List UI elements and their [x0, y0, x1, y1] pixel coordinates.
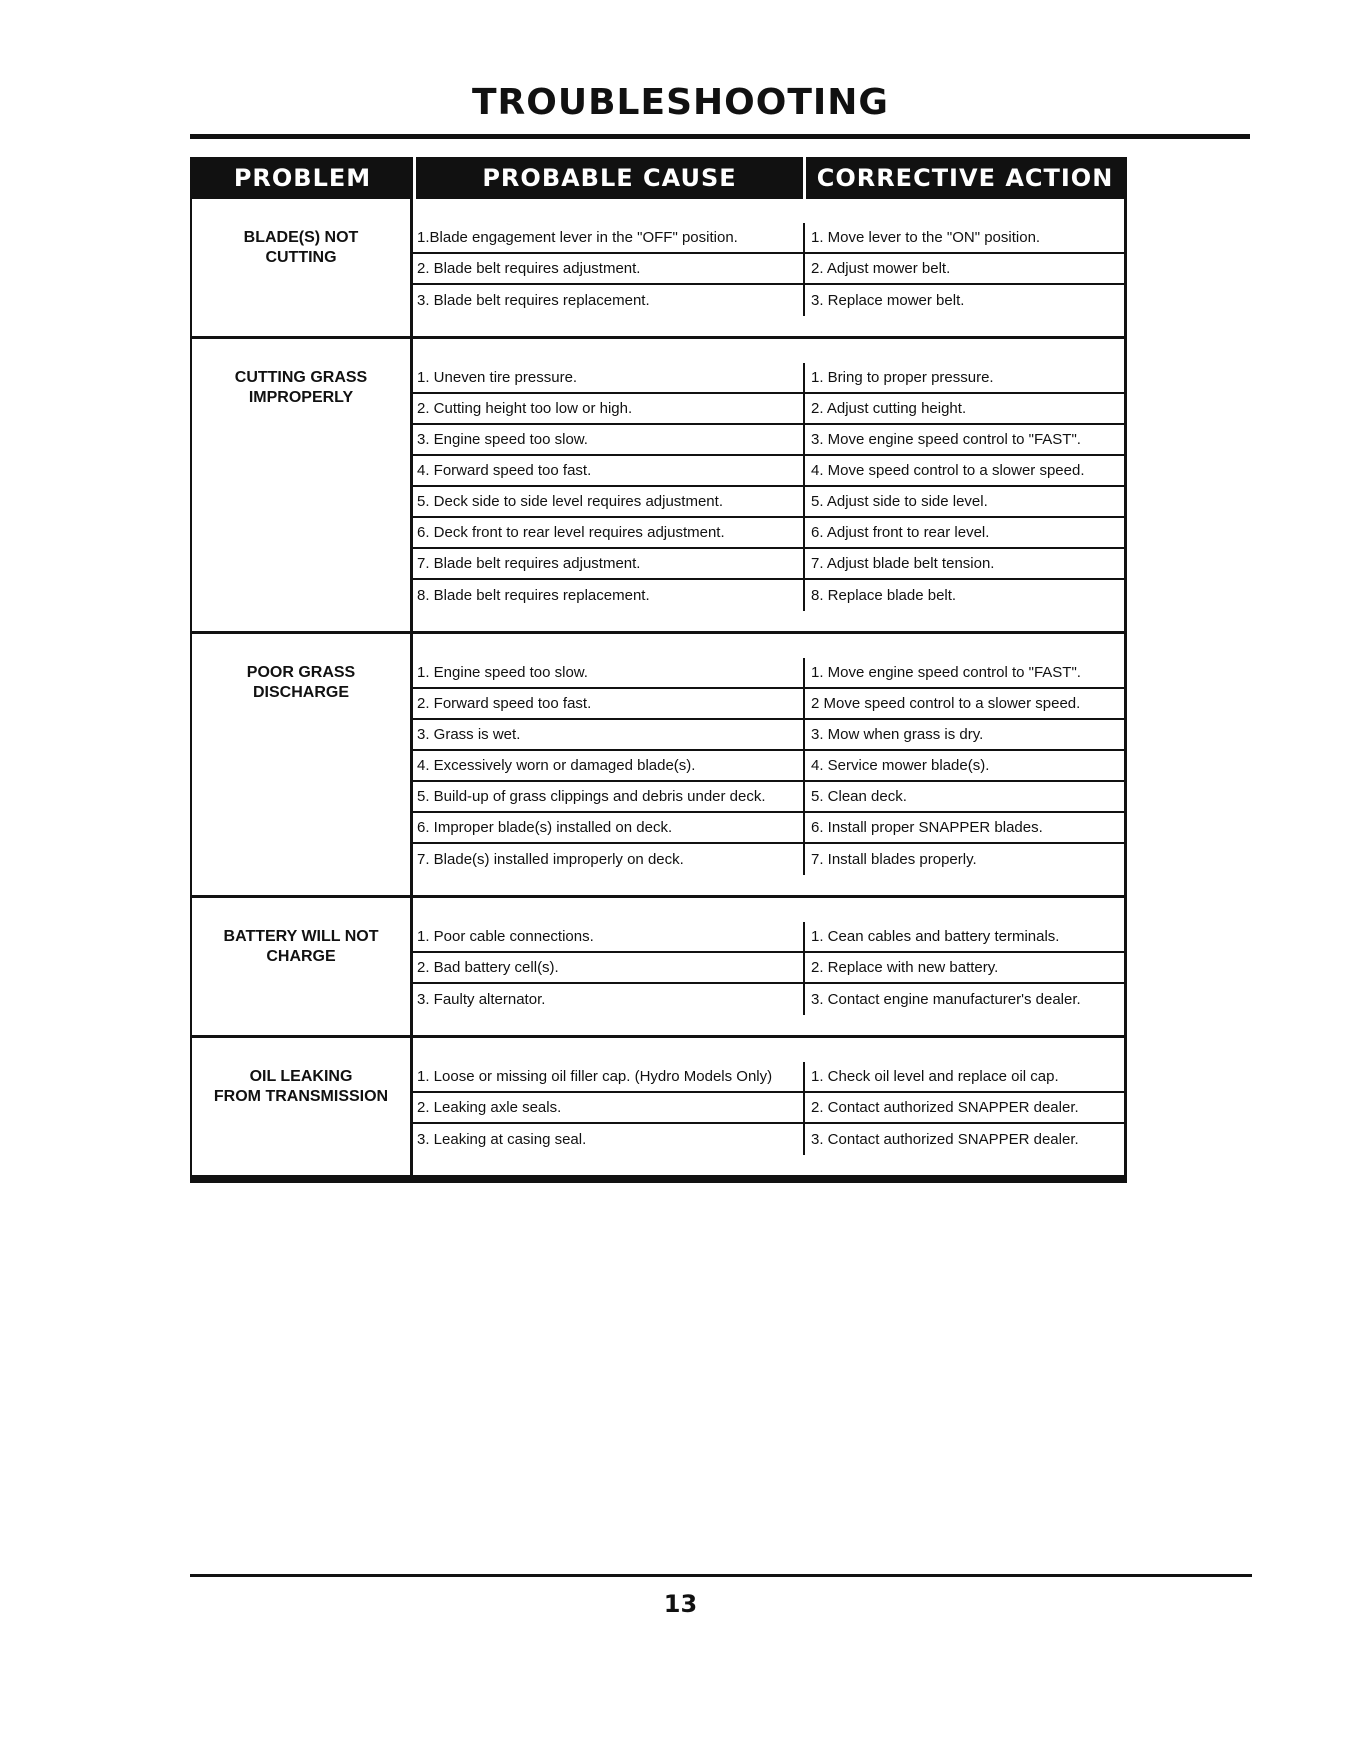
table-row [413, 425, 1124, 456]
cause-action-rows [413, 1038, 1124, 1175]
problem-group [192, 1035, 1124, 1175]
probable-cause-cell: 4. Excessively worn or damaged blade(s). [417, 757, 696, 774]
corrective-action-cell: 2. Adjust cutting height. [803, 394, 1124, 423]
corrective-action-cell: 3. Contact engine manufacturer's dealer. [803, 984, 1124, 1015]
table-row [413, 751, 1124, 782]
probable-cause-cell: 5. Build-up of grass clippings and debris under deck. [417, 788, 766, 805]
table-row [413, 720, 1124, 751]
probable-cause-cell: 4. Forward speed too fast. [417, 462, 592, 479]
footer-rule [190, 1574, 1252, 1577]
page-number: 13 [663, 1590, 698, 1618]
corrective-action-cell: 1. Check oil level and replace oil cap. [803, 1062, 1124, 1091]
probable-cause-cell: 8. Blade belt requires replacement. [417, 587, 650, 604]
problem-label: OIL LEAKING FROM TRANSMISSION [192, 1038, 413, 1175]
header-corrective-action: CORRECTIVE ACTION [803, 157, 1124, 199]
table-row [413, 223, 1124, 254]
probable-cause-cell: 1. Engine speed too slow. [417, 664, 588, 681]
table-row [413, 363, 1124, 394]
cause-action-rows [413, 898, 1124, 1035]
probable-cause-cell: 3. Leaking at casing seal. [417, 1131, 587, 1148]
probable-cause-cell: 3. Engine speed too slow. [417, 431, 588, 448]
problem-group [192, 336, 1124, 631]
probable-cause-cell: 7. Blade belt requires adjustment. [417, 555, 641, 572]
probable-cause-cell: 2. Leaking axle seals. [417, 1099, 562, 1116]
table-row [413, 984, 1124, 1015]
probable-cause-cell: 3. Blade belt requires replacement. [417, 292, 650, 309]
corrective-action-cell: 2 Move speed control to a slower speed. [803, 689, 1124, 718]
title-rule [190, 134, 1250, 139]
probable-cause-cell: 2. Bad battery cell(s). [417, 959, 559, 976]
problem-group [192, 895, 1124, 1035]
corrective-action-cell: 4. Move speed control to a slower speed. [803, 456, 1124, 485]
probable-cause-cell: 1. Loose or missing oil filler cap. (Hydro Models Only) [417, 1068, 773, 1085]
probable-cause-cell: 3. Faulty alternator. [417, 991, 546, 1008]
probable-cause-cell: 2. Blade belt requires adjustment. [417, 260, 641, 277]
corrective-action-cell: 3. Move engine speed control to "FAST". [803, 425, 1124, 454]
probable-cause-cell: 2. Cutting height too low or high. [417, 400, 633, 417]
table-row [413, 658, 1124, 689]
table-row [413, 456, 1124, 487]
probable-cause-cell: 5. Deck side to side level requires adjustment. [417, 493, 723, 510]
table-row [413, 518, 1124, 549]
header-problem: PROBLEM [233, 164, 372, 192]
corrective-action-cell: 2. Contact authorized SNAPPER dealer. [803, 1093, 1124, 1122]
table-row [413, 844, 1124, 875]
corrective-action-cell: 5. Adjust side to side level. [803, 487, 1124, 516]
corrective-action-cell: 7. Adjust blade belt tension. [803, 549, 1124, 578]
probable-cause-cell: 1. Poor cable connections. [417, 928, 594, 945]
corrective-action-cell: 7. Install blades properly. [803, 844, 1124, 875]
corrective-action-cell: 1. Move engine speed control to "FAST". [803, 658, 1124, 687]
corrective-action-cell: 1. Move lever to the "ON" position. [803, 223, 1124, 252]
probable-cause-cell: 3. Grass is wet. [417, 726, 521, 743]
probable-cause-cell: 6. Deck front to rear level requires adjustment. [417, 524, 725, 541]
table-row [413, 689, 1124, 720]
corrective-action-cell: 3. Replace mower belt. [803, 285, 1124, 316]
probable-cause-cell: 1. Uneven tire pressure. [417, 369, 578, 386]
table-row [413, 487, 1124, 518]
table-row [413, 1093, 1124, 1124]
problem-group [192, 199, 1124, 336]
table-row [413, 580, 1124, 611]
corrective-action-cell: 1. Bring to proper pressure. [803, 363, 1124, 392]
corrective-action-cell: 6. Adjust front to rear level. [803, 518, 1124, 547]
problem-group [192, 631, 1124, 895]
table-row [413, 394, 1124, 425]
corrective-action-cell: 8. Replace blade belt. [803, 580, 1124, 611]
table-row [413, 1062, 1124, 1093]
cause-action-rows [413, 634, 1124, 895]
problem-label: POOR GRASS DISCHARGE [192, 634, 413, 895]
table-row [413, 782, 1124, 813]
corrective-action-cell: 6. Install proper SNAPPER blades. [803, 813, 1124, 842]
table-row [413, 953, 1124, 984]
table-row [413, 285, 1124, 316]
probable-cause-cell: 2. Forward speed too fast. [417, 695, 592, 712]
corrective-action-cell: 2. Replace with new battery. [803, 953, 1124, 982]
table-header [192, 157, 1124, 199]
corrective-action-cell: 5. Clean deck. [803, 782, 1124, 811]
header-probable-cause: PROBABLE CAUSE [413, 157, 803, 199]
corrective-action-cell: 2. Adjust mower belt. [803, 254, 1124, 283]
probable-cause-cell: 1.Blade engagement lever in the "OFF" position. [417, 229, 738, 246]
table-row [413, 549, 1124, 580]
problem-label: BLADE(S) NOT CUTTING [192, 199, 413, 336]
table-body [192, 199, 1124, 1175]
troubleshooting-table [190, 157, 1127, 1183]
table-row [413, 813, 1124, 844]
problem-label: BATTERY WILL NOT CHARGE [192, 898, 413, 1035]
corrective-action-cell: 1. Cean cables and battery terminals. [803, 922, 1124, 951]
table-row [413, 1124, 1124, 1155]
probable-cause-cell: 7. Blade(s) installed improperly on deck. [417, 851, 684, 868]
cause-action-rows [413, 199, 1124, 336]
table-row [413, 254, 1124, 285]
corrective-action-cell: 3. Contact authorized SNAPPER dealer. [803, 1124, 1124, 1155]
corrective-action-cell: 4. Service mower blade(s). [803, 751, 1124, 780]
corrective-action-cell: 3. Mow when grass is dry. [803, 720, 1124, 749]
page-title: TROUBLESHOOTING [472, 82, 889, 123]
table-row [413, 922, 1124, 953]
problem-label: CUTTING GRASS IMPROPERLY [192, 339, 413, 631]
probable-cause-cell: 6. Improper blade(s) installed on deck. [417, 819, 673, 836]
cause-action-rows [413, 339, 1124, 631]
